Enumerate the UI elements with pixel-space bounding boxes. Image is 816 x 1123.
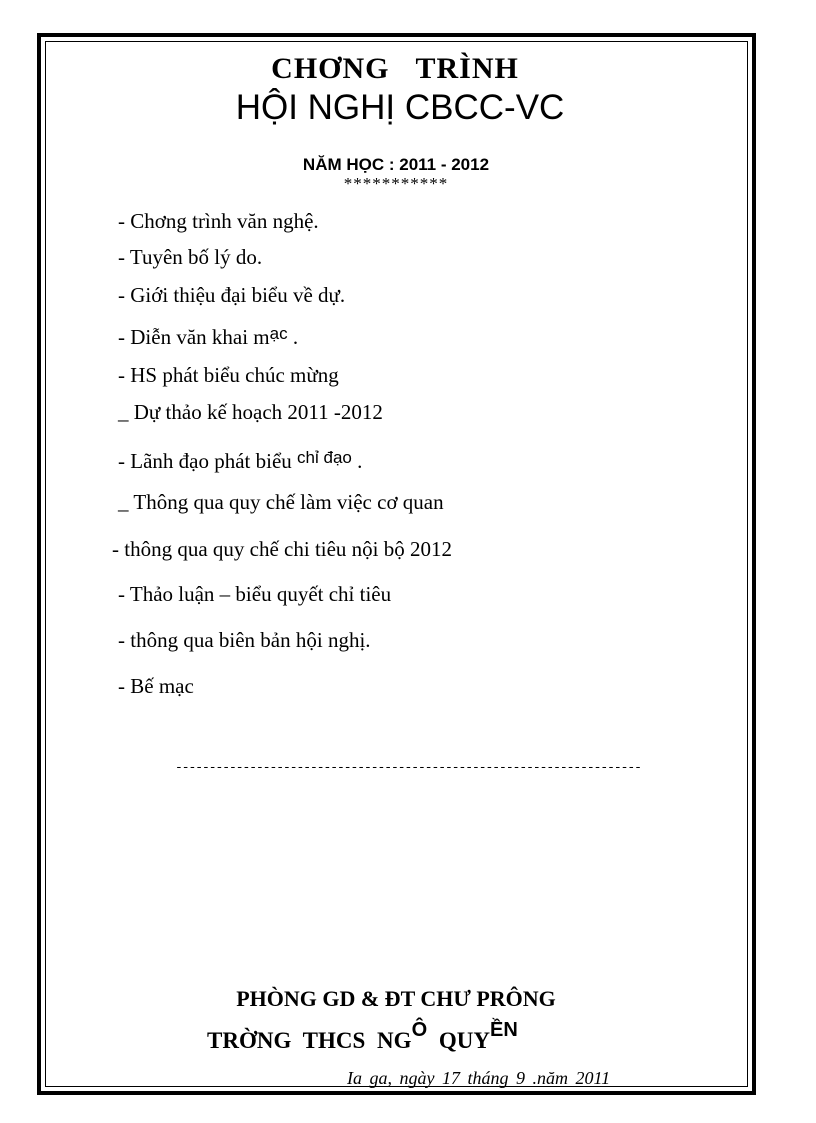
- agenda-item-text: _ Thông qua quy chế làm việc cơ quan: [118, 490, 444, 514]
- agenda-item: [118, 582, 391, 607]
- school-name-superscript: ỀN: [490, 1019, 518, 1041]
- agenda-item: [118, 628, 371, 653]
- conference-title: HỘI NGHỊ CBCC-VC: [235, 88, 565, 127]
- agenda-item-text: - Tuyên bố lý do.: [118, 245, 263, 269]
- agenda-item: [118, 363, 339, 388]
- school-name: [207, 1019, 518, 1054]
- agenda-item-text: - Lãnh đạo phát biểu: [118, 449, 298, 473]
- agenda-item-text: - Diễn văn khai m: [118, 325, 270, 349]
- program-title: CHƠNG TRÌNH: [271, 52, 519, 85]
- agenda-item-text: - thông qua quy chế chi tiêu nội bộ 2012: [112, 537, 453, 561]
- agenda-item-tail: .: [351, 449, 363, 473]
- agenda-item: [118, 674, 194, 699]
- agenda-item-superscript: chỉ đạo: [297, 448, 352, 467]
- school-name-part1: TRỜNG THCS NG: [207, 1028, 412, 1053]
- page-border-inner: [45, 41, 748, 1087]
- agenda-item-text: - Bế mạc: [118, 674, 194, 698]
- school-name-superscript: Ô: [411, 1019, 428, 1041]
- agenda-item: [118, 245, 262, 270]
- agenda-item-text: _ Dự thảo kế hoạch 2011 -2012: [118, 400, 383, 424]
- agenda-item: [118, 325, 298, 350]
- agenda-item: [118, 400, 383, 425]
- agenda-item-text: - Chơng trình văn nghệ.: [118, 209, 319, 233]
- school-year: NĂM HỌC : 2011 - 2012: [302, 155, 490, 174]
- agenda-item: [118, 209, 319, 234]
- agenda-item-text: - Giới thiệu đại biểu về dự.: [118, 283, 346, 307]
- agenda-item-superscript: ạc: [269, 324, 288, 343]
- agenda-item-tail: .: [287, 325, 299, 349]
- agenda-item: [118, 283, 345, 308]
- agenda-item-text: - HS phát biểu chúc mừng: [118, 363, 339, 387]
- agenda-item: [112, 537, 452, 562]
- date-line: Ia ga, ngày 17 tháng 9 .năm 2011: [347, 1068, 611, 1088]
- dashed-divider: ---------------------------------------------------------------------: [175, 760, 641, 775]
- agenda-item: [118, 490, 444, 515]
- department-name: PHÒNG GD & ĐT CHƯ PRÔNG: [236, 986, 556, 1011]
- agenda-item: [118, 449, 362, 474]
- star-divider: ***********: [343, 174, 449, 193]
- school-name-part2: QUY: [427, 1028, 490, 1053]
- agenda-item-text: - Thảo luận – biểu quyết chỉ tiêu: [118, 582, 392, 606]
- agenda-item-text: - thông qua biên bản hội nghị.: [118, 628, 371, 652]
